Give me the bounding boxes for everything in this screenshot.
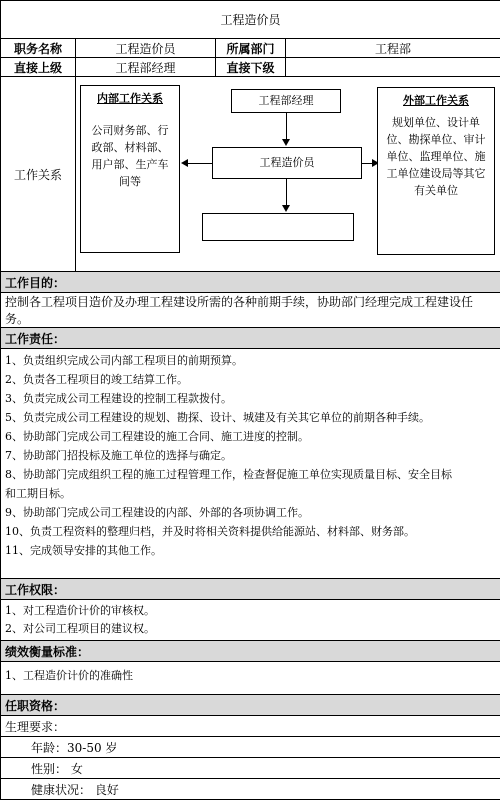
- subordinate-value: [286, 58, 500, 77]
- arrow-head-left: [181, 159, 188, 167]
- duties-list: [1, 349, 500, 579]
- relations-diagram: [76, 77, 500, 272]
- arrow-head-down-2: [282, 205, 290, 212]
- external-relations-title: 外部工作关系: [378, 92, 494, 108]
- self-box: 工程造价员: [212, 147, 362, 179]
- list-item: 1、对工程造价计价的审核权。: [5, 602, 496, 620]
- list-item: 2、对公司工程项目的建议权。: [5, 620, 496, 638]
- performance-list: [1, 662, 500, 695]
- authority-list: [1, 600, 500, 641]
- arrow-left-line: [187, 163, 212, 164]
- manager-box: 工程部经理: [231, 89, 341, 113]
- age-requirement: 年龄：30-50 岁: [1, 737, 500, 758]
- list-item: 9、协助部门完成公司工程建设的内部、外部的各项协调工作。: [5, 503, 496, 522]
- purpose-text: 控制各工程项目造价及办理工程建设所需的各种前期手续，协助部门经理完成工程建设任务。: [1, 293, 500, 328]
- arrow-down-2: [286, 179, 287, 207]
- internal-relations-title: 内部工作关系: [81, 90, 179, 106]
- subordinate-box: [202, 213, 354, 241]
- page-title: 工程造价员: [1, 1, 500, 39]
- subordinate-label: 直接下级: [216, 58, 286, 77]
- performance-heading: 绩效衡量标准：: [1, 641, 500, 662]
- internal-relations-text: 公司财务部、行政部、材料部、用户部、生产车间等: [81, 112, 179, 190]
- external-relations-box: [377, 87, 495, 255]
- list-item: 6、协助部门完成公司工程建设的施工合同、施工进度的控制。: [5, 427, 496, 446]
- arrow-head-down-1: [282, 139, 290, 146]
- physical-label: 生理要求：: [1, 716, 500, 737]
- duties-heading: 工作责任：: [1, 328, 500, 349]
- superior-label: 直接上级: [1, 58, 76, 77]
- internal-relations-box: [80, 85, 180, 253]
- list-item: 1、负责组织完成公司内部工程项目的前期预算。: [5, 351, 496, 370]
- position-value: 工程造价员: [76, 39, 216, 58]
- health-requirement: 健康状况： 良好: [1, 779, 500, 800]
- dept-value: 工程部: [286, 39, 500, 58]
- list-item: 和工期目标。: [5, 484, 496, 503]
- list-item: 11、完成领导安排的其他工作。: [5, 541, 496, 560]
- superior-value: 工程部经理: [76, 58, 216, 77]
- external-relations-text: 规划单位、设计单位、勘探单位、审计单位、监理单位、施工单位建设局等其它有关单位: [378, 114, 494, 199]
- dept-label: 所属部门: [216, 39, 286, 58]
- qualification-heading: 任职资格：: [1, 695, 500, 716]
- list-item: 3、负责完成公司工程建设的控制工程款拨付。: [5, 389, 496, 408]
- list-item: 1、工程造价计价的准确性: [5, 666, 496, 686]
- list-item: 10、负责工程资料的整理归档，并及时将相关资料提供给能源站、材料部、财务部。: [5, 522, 496, 541]
- arrow-down-1: [286, 113, 287, 141]
- list-item: 2、负责各工程项目的竣工结算工作。: [5, 370, 496, 389]
- list-item: 8、协助部门完成组织工程的施工过程管理工作，检查督促施工单位实现质量目标、安全目标: [5, 465, 496, 484]
- position-label: 职务名称: [1, 39, 76, 58]
- relations-label: 工作关系: [1, 77, 76, 272]
- authority-heading: 工作权限：: [1, 579, 500, 600]
- purpose-heading: 工作目的：: [1, 272, 500, 293]
- list-item: 5、负责完成公司工程建设的规划、勘探、设计、城建及有关其它单位的前期各种手续。: [5, 408, 496, 427]
- gender-requirement: 性别： 女: [1, 758, 500, 779]
- list-item: 7、协助部门招投标及施工单位的选择与确定。: [5, 446, 496, 465]
